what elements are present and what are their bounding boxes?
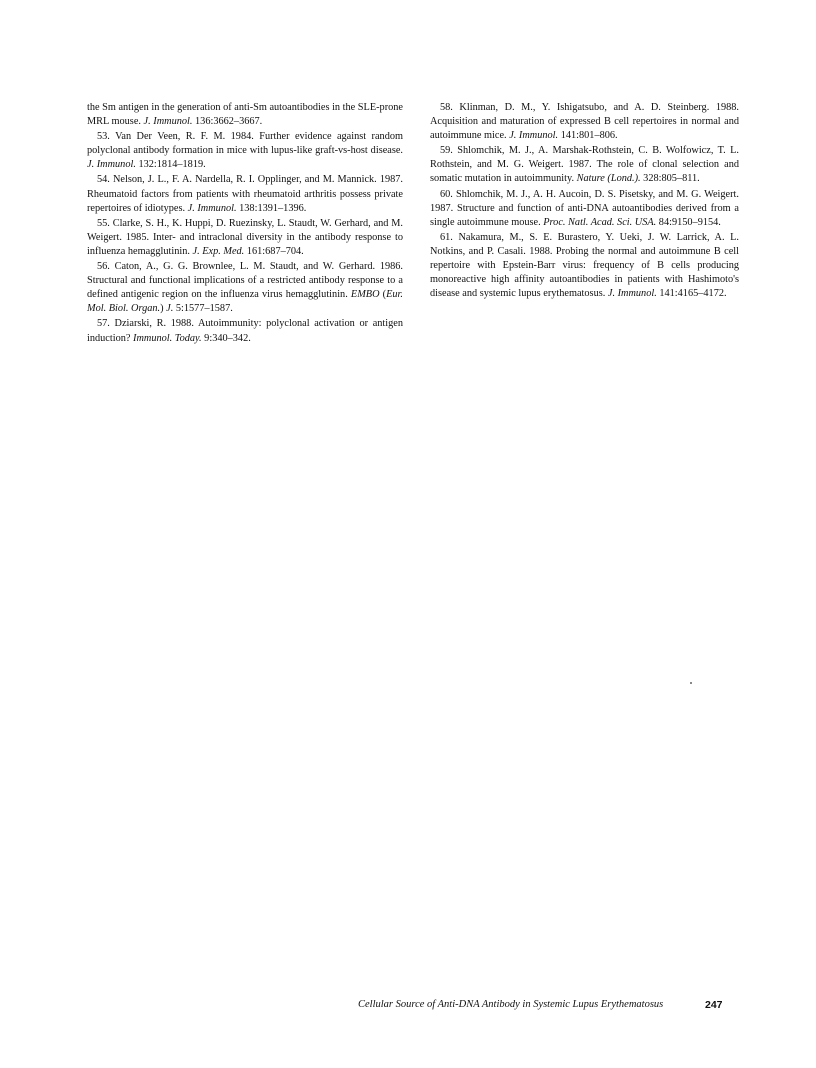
reference-item — [87, 217, 403, 259]
reference-item — [87, 260, 403, 316]
reference-italic-text: J. Immunol. — [607, 288, 657, 300]
reference-text: Shlomchik, M. J., A. Marshak-Rothstein, C. B. Wolfowicz, T. L. Rothstein, and M. G. Weigert. 1987. The role of clonal selection and somatic mutation in autoimmunity. — [430, 145, 739, 185]
reference-italic-text: EMBO — [350, 289, 380, 301]
reference-italic-text: Nature (Lond.). — [576, 173, 641, 185]
reference-text: 84:9150–9154. — [656, 216, 721, 228]
reference-item — [87, 173, 403, 215]
reference-italic-text: Eur. Mol. Biol. Organ. — [87, 289, 403, 315]
page-number: 247 — [705, 999, 723, 1011]
reference-text: 136:3662–3667. — [192, 116, 263, 128]
reference-text: 141:801–806. — [558, 130, 618, 142]
reference-number: 58. — [440, 102, 460, 113]
reference-text: 138:1391–1396. — [236, 202, 307, 214]
reference-item — [430, 101, 739, 143]
reference-text: ) — [160, 303, 167, 315]
reference-number: 56. — [97, 261, 115, 273]
reference-italic-text: J. Immunol. — [187, 202, 237, 214]
reference-item — [430, 231, 739, 301]
reference-italic-text: J. Immunol. — [509, 130, 559, 142]
reference-number: 57. — [97, 318, 115, 330]
reference-text: 161:687–704. — [244, 245, 304, 257]
scan-speck — [690, 682, 692, 684]
reference-text: Van Der Veen, R. F. M. 1984. Further evidence against random polyclonal antibody formation in mice with lupus-like graft-vs-host disease. — [87, 131, 404, 157]
reference-number: 55. — [97, 217, 113, 229]
reference-text: 141:4165–4172. — [656, 288, 727, 300]
reference-italic-text: J. Immunol. — [87, 159, 136, 171]
reference-text: 328:805–811. — [640, 173, 700, 185]
reference-text: Caton, A., G. G. Brownlee, L. M. Staudt, and W. Gerhard. 1986. Structural and functional implications of a restricted antibody response to a defined antigenic region on the influenza virus hemagglutinin. — [87, 261, 403, 301]
reference-text: 5:1577–1587. — [173, 303, 233, 315]
reference-italic-text: Proc. Natl. Acad. Sci. USA. — [543, 216, 657, 228]
reference-text: Klinman, D. M., Y. Ishigatsubo, and A. D. Steinberg. 1988. Acquisition and maturation of expressed B cell repertoires in normal and autoimmune mice. — [430, 102, 739, 142]
running-title: Cellular Source of Anti-DNA Antibody in Systemic Lupus Erythematosus — [358, 999, 664, 1010]
reference-text: Clarke, S. H., K. Huppi, D. Ruezinsky, L. Staudt, W. Gerhard, and M. Weigert. 1985. Inter- and intraclonal diversity in the antibody response to influenza hemagglutinin. — [87, 217, 404, 257]
reference-text: Shlomchik, M. J., A. H. Aucoin, D. S. Pisetsky, and M. G. Weigert. 1987. Structure and function of anti-DNA autoantibodies derived from a single autoimmune mouse. — [430, 188, 739, 228]
references-left-column — [87, 101, 403, 346]
reference-item — [430, 144, 739, 186]
reference-text: 9:340–342. — [201, 332, 251, 344]
reference-text: Nelson, J. L., F. A. Nardella, R. I. Opplinger, and M. Mannick. 1987. Rheumatoid factors from patients with rheumatoid arthritis possess private repertoires of idiotypes. — [87, 174, 403, 214]
reference-number: 59. — [440, 145, 458, 157]
reference-item — [87, 130, 403, 172]
reference-item — [87, 101, 403, 129]
reference-number: 61. — [440, 231, 459, 243]
reference-item — [87, 317, 403, 345]
reference-text: the Sm antigen in the generation of anti-Sm autoantibodies in the SLE-prone MRL mouse. — [87, 102, 403, 128]
references-right-column — [430, 101, 739, 301]
reference-item — [430, 188, 739, 230]
reference-text: Dziarski, R. 1988. Autoimmunity: polyclonal activation or antigen induction? — [87, 318, 404, 344]
reference-number: 54. — [97, 174, 113, 186]
reference-italic-text: J. Exp. Med. — [192, 245, 245, 257]
reference-text: ( — [379, 289, 387, 301]
reference-number: 60. — [440, 188, 456, 200]
reference-italic-text: J. Immunol. — [143, 116, 193, 128]
reference-text: 132:1814–1819. — [135, 159, 206, 171]
reference-italic-text: Immunol. Today. — [133, 332, 202, 344]
reference-italic-text: J. — [166, 303, 174, 315]
reference-number: 53. — [97, 131, 116, 143]
reference-text: Nakamura, M., S. E. Burastero, Y. Ueki, J. W. Larrick, A. L. Notkins, and P. Casali. 1988. Probing the normal and autoimmune B cell repertoire with Epstein-Barr virus: frequency of B cells producing monoreactive high affinity autoantibodies in patients with Hashimoto's disease and systemic lupus erythematosus. — [430, 231, 739, 300]
